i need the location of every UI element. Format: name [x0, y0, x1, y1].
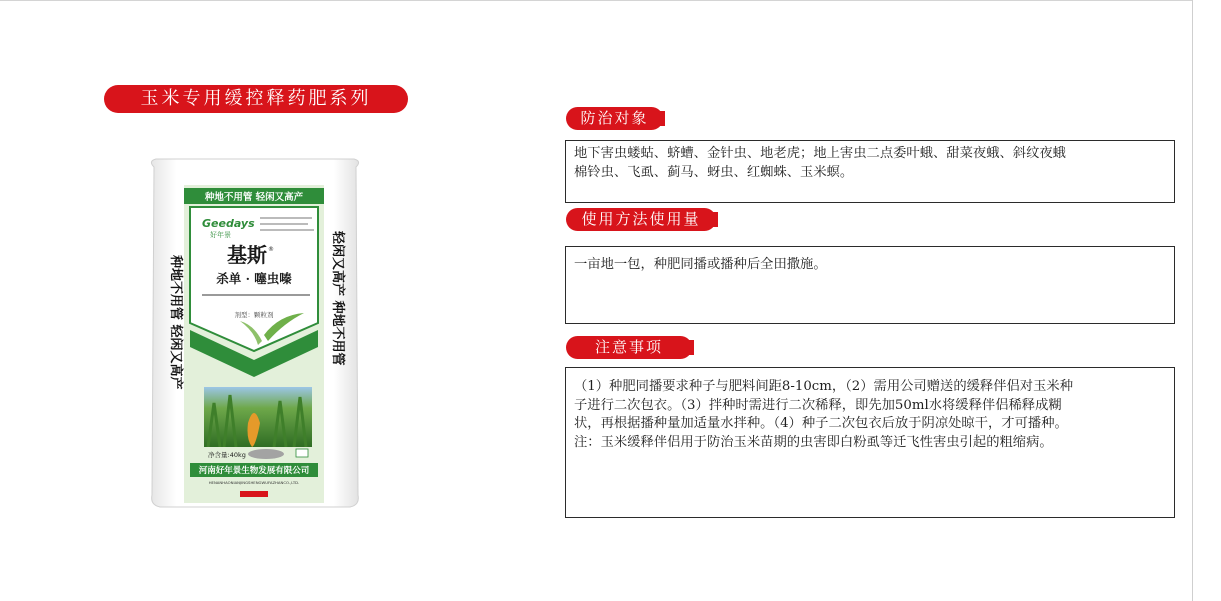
notes-line: 注：玉米缓释伴侣用于防治玉米苗期的虫害即白粉虱等迁飞性害虫引起的粗缩病。 — [574, 434, 1053, 450]
product-bag-image — [144, 155, 366, 511]
svg-text:HENANHAONIANJINGSHENGWUFAZHANC: HENANHAONIANJINGSHENGWUFAZHANCO.,LTD. — [208, 480, 300, 485]
notes-box — [565, 367, 1175, 518]
notes-line: 子进行二次包衣。（3）拌种时需进行二次稀释，即先加50ml水将缓释伴侣稀释成糊 — [574, 397, 1062, 413]
svg-text:®: ® — [268, 246, 274, 253]
targets-line: 地下害虫蝼蛄、蛴螬、金针虫、地老虎；地上害虫二点委叶蛾、甜菜夜蛾、斜纹夜蛾 — [574, 146, 1066, 161]
notes-line: 状，再根据播种量加适量水拌种。（4）种子二次包衣后放于阴凉处晾干，才可播种。 — [574, 416, 1068, 431]
svg-text:河南好年景生物发展有限公司: 河南好年景生物发展有限公司 — [198, 466, 310, 476]
section-label-notes: 注意事项 — [566, 336, 692, 359]
usage-box — [565, 246, 1175, 324]
bag-side-left-slogan: 种地不用管 轻闲又高产 — [168, 255, 183, 390]
svg-text:剂型：颗粒剂: 剂型：颗粒剂 — [234, 311, 274, 319]
svg-text:Geedays: Geedays — [202, 217, 255, 230]
bag-side-right-slogan: 轻闲又高产 种地不用管 — [330, 231, 345, 366]
svg-text:基斯: 基斯 — [227, 243, 267, 267]
svg-text:杀单 · 噻虫嗪: 杀单 · 噻虫嗪 — [216, 271, 292, 286]
frame-top-line — [0, 0, 1192, 1]
svg-text:净含量:40kg: 净含量:40kg — [208, 451, 246, 459]
targets-line: 棉铃虫、飞虱、蓟马、蚜虫、红蜘蛛、玉米螟。 — [574, 164, 854, 180]
section-label-usage: 使用方法使用量 — [566, 208, 716, 231]
bag-slogan: 种地不用管 轻闲又高产 — [204, 192, 304, 203]
usage-line: 一亩地一包，种肥同播或播种后全田撒施。 — [574, 257, 827, 272]
frame-right-line — [1192, 0, 1193, 601]
targets-box — [565, 140, 1175, 203]
notes-line: （1）种肥同播要求种子与肥料间距8-10cm，（2）需用公司赠送的缓释伴侣对玉米种 — [574, 379, 1073, 394]
section-label-targets: 防治对象 — [566, 107, 663, 130]
svg-text:好年景: 好年景 — [210, 231, 231, 239]
series-title-banner: 玉米专用缓控释药肥系列 — [104, 85, 408, 113]
